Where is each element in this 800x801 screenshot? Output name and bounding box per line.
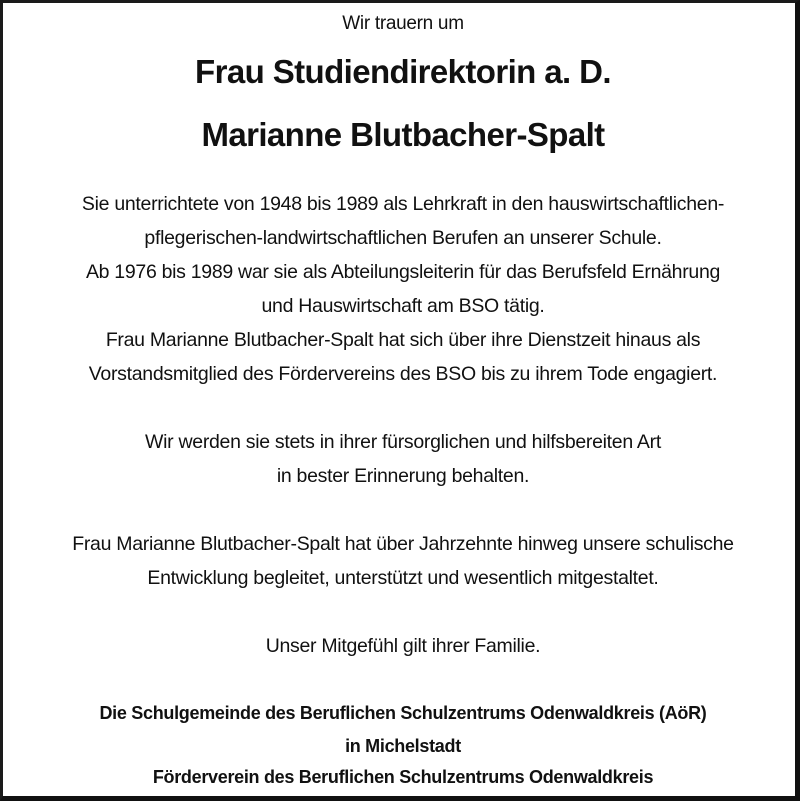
paragraph1-line6: Vorstandsmitglied des Fördervereins des BSO bis zu ihrem Tode engagiert. xyxy=(88,363,718,385)
title-name: Marianne Blutbacher-Spalt xyxy=(201,116,605,153)
signature-line1: Die Schulgemeinde des Beruflichen Schulzentrums Odenwaldkreis (AöR) xyxy=(99,703,707,723)
paragraph1-line2: pflegerischen-landwirtschaftlichen Berufen an unserer Schule. xyxy=(144,227,662,249)
intro-text: Wir trauern um xyxy=(342,13,464,34)
signature-line2: in Michelstadt xyxy=(345,736,461,756)
paragraph1-line3: Ab 1976 bis 1989 war sie als Abteilungsleiterin für das Berufsfeld Ernährung xyxy=(85,261,721,283)
paragraph1-line1: Sie unterrichtete von 1948 bis 1989 als Lehrkraft in den hauswirtschaftlichen- xyxy=(81,193,725,215)
title-rank: Frau Studiendirektorin a. D. xyxy=(195,53,611,90)
signature-line3: Förderverein des Beruflichen Schulzentrums Odenwaldkreis xyxy=(152,767,654,787)
paragraph1-line5: Frau Marianne Blutbacher-Spalt hat sich über ihre Dienstzeit hinaus als xyxy=(105,329,701,351)
paragraph1-line4: und Hauswirtschaft am BSO tätig. xyxy=(261,295,545,317)
paragraph2-line2: in bester Erinnerung behalten. xyxy=(276,465,530,487)
paragraph2-line1: Wir werden sie stets in ihrer fürsorglichen und hilfsbereiten Art xyxy=(145,431,661,453)
paragraph4-condolence: Unser Mitgefühl gilt ihrer Familie. xyxy=(265,635,541,657)
paragraph3-line2: Entwicklung begleitet, unterstützt und wesentlich mitgestaltet. xyxy=(147,567,659,589)
paragraph3-line1: Frau Marianne Blutbacher-Spalt hat über Jahrzehnte hinweg unsere schulische xyxy=(72,533,734,555)
